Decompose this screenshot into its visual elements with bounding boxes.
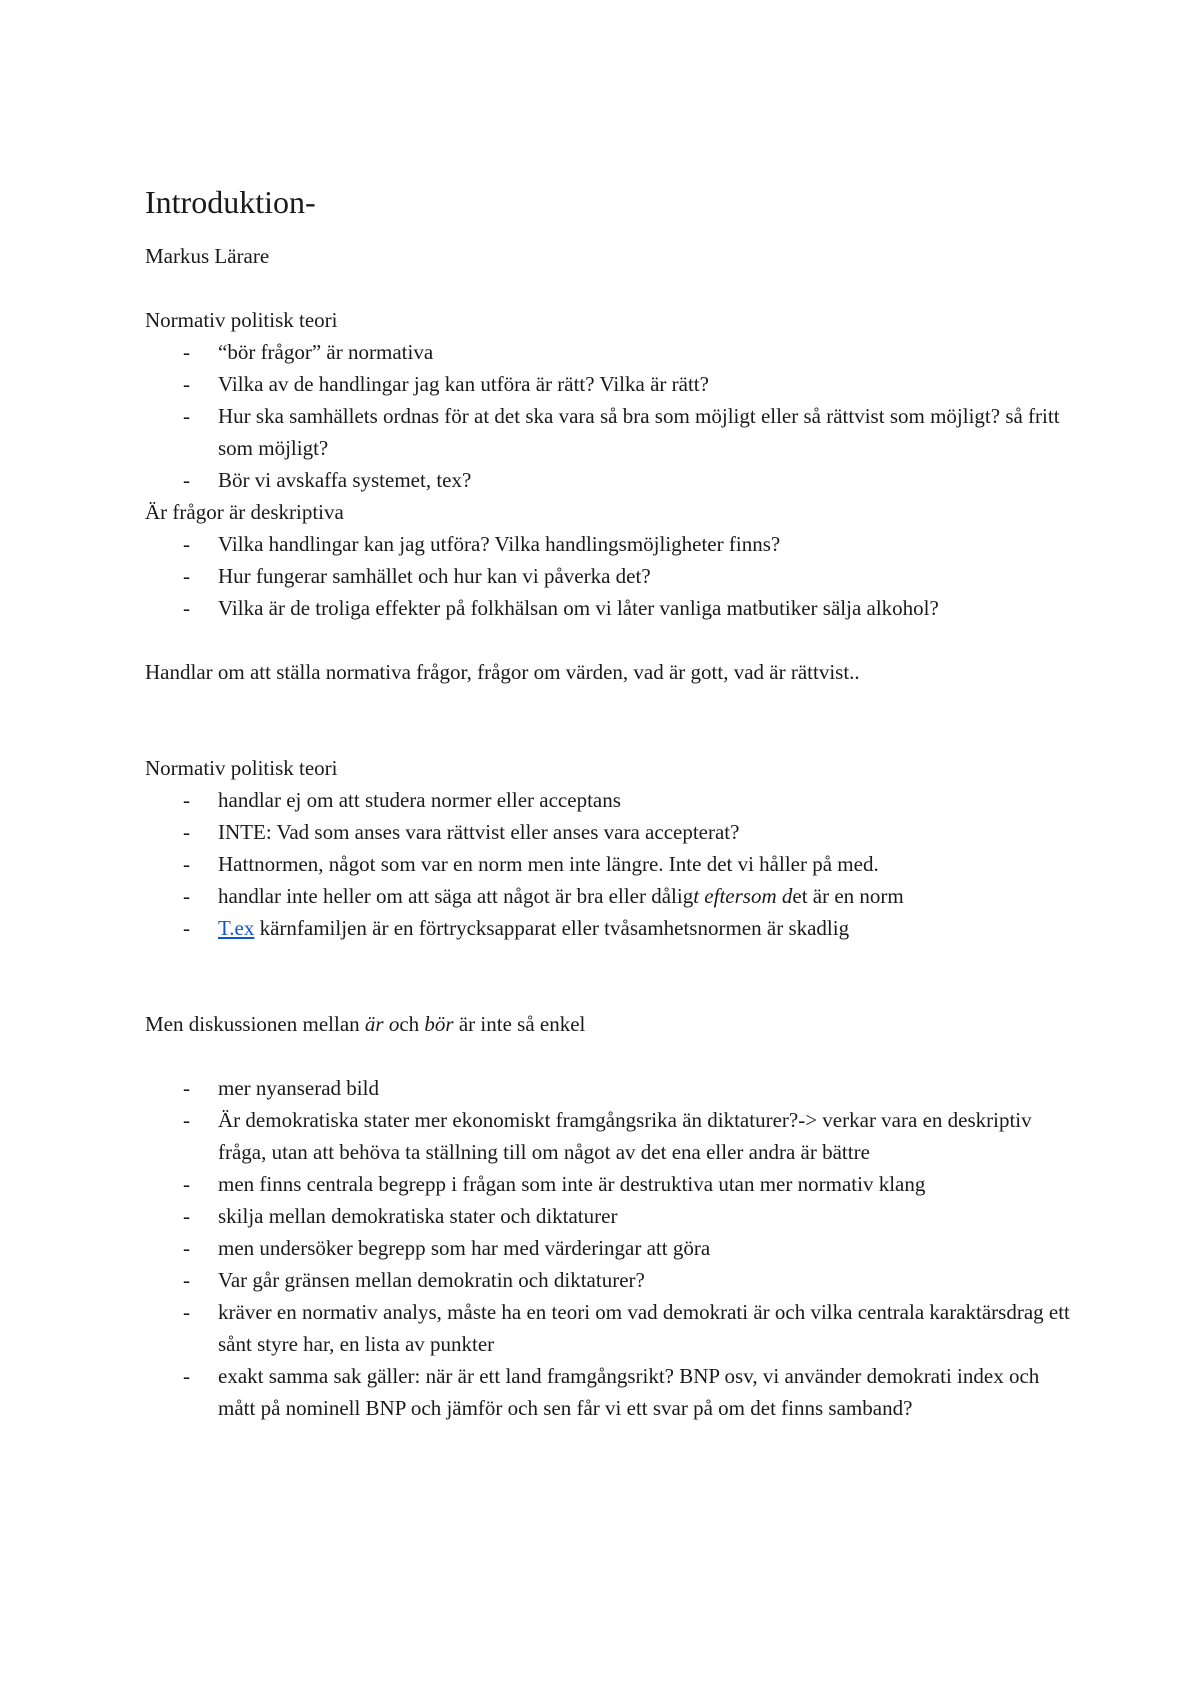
list-item — [145, 368, 1075, 400]
text-run-italic: är o — [364, 1012, 400, 1036]
list-item-text: Vilka av de handlingar jag kan utföra är rätt? Vilka är rätt? — [218, 372, 709, 396]
text-run: är inte så enkel — [453, 1012, 586, 1036]
dash-bullet: - — [183, 1108, 190, 1132]
text-run: ch — [399, 1012, 425, 1036]
list-item-text: Bör vi avskaffa systemet, tex? — [218, 468, 472, 492]
list-item — [145, 560, 1075, 592]
list-item — [145, 848, 1075, 880]
dash-bullet: - — [183, 1268, 190, 1292]
list-item — [145, 816, 1075, 848]
dash-bullet: - — [183, 1300, 190, 1324]
list-item-text: mer nyanserad bild — [218, 1076, 379, 1100]
list-item — [145, 1168, 1075, 1200]
dash-bullet: - — [183, 1172, 190, 1196]
list-item-text: exakt samma sak gäller: när är ett land framgångsrikt? BNP osv, vi använder demokrati index och mått på nominell BNP och jämför och sen får vi ett svar på om det finns samband? — [218, 1364, 1040, 1420]
list-item-text: kräver en normativ analys, måste ha en teori om vad demokrati är och vilka centrala karaktärsdrag ett sånt styre har, en lista av punkter — [218, 1300, 1070, 1356]
list-item — [145, 1104, 1075, 1168]
deskriptiva-list — [145, 528, 1075, 624]
paragraph-normativa-fragor: Handlar om att ställa normativa frågor, frågor om värden, vad är gott, vad är rättvist.. — [145, 660, 860, 684]
list-item-text-pre: handlar inte heller om att säga att något är bra eller dålig — [218, 884, 694, 908]
list-item-text: Hur fungerar samhället och hur kan vi påverka det? — [218, 564, 651, 588]
list-item-text-italic: t eftersom d — [693, 884, 793, 908]
dash-bullet: - — [183, 372, 190, 396]
text-run-italic: bör — [424, 1012, 454, 1036]
dash-bullet: - — [183, 852, 190, 876]
list-item — [145, 784, 1075, 816]
list-item — [145, 1200, 1075, 1232]
list-item — [145, 1232, 1075, 1264]
t-ex-link[interactable]: T.ex — [218, 916, 255, 940]
list-item-text: Är demokratiska stater mer ekonomiskt framgångsrika än diktaturer?-> verkar vara en deskriptiv fråga, utan att behöva ta ställning till om något av det ena eller andra är bättre — [218, 1108, 1032, 1164]
normativ-list-2 — [145, 784, 1075, 944]
list-item-text: Hur ska samhällets ordnas för at det ska vara så bra som möjligt eller så rättvist som möjligt? så fritt som möjligt? — [218, 404, 1060, 460]
dash-bullet: - — [183, 1076, 190, 1100]
dash-bullet: - — [183, 916, 190, 940]
dash-bullet: - — [183, 532, 190, 556]
section-heading-normativ-2: Normativ politisk teori — [145, 756, 338, 780]
list-item-text-post: et är en norm — [792, 884, 904, 908]
section-heading-normativ: Normativ politisk teori — [145, 308, 338, 332]
normativ-list — [145, 336, 1075, 496]
dash-bullet: - — [183, 564, 190, 588]
list-item-text: Vilka är de troliga effekter på folkhälsan om vi låter vanliga matbutiker sälja alkohol? — [218, 596, 939, 620]
list-item — [145, 336, 1075, 368]
list-item-text: Hattnormen, något som var en norm men inte längre. Inte det vi håller på med. — [218, 852, 879, 876]
nyanserad-list — [145, 1072, 1075, 1424]
list-item — [145, 1296, 1075, 1360]
dash-bullet: - — [183, 1236, 190, 1260]
paragraph-men-diskussionen — [145, 1008, 1075, 1040]
list-item — [145, 1264, 1075, 1296]
list-item-text: handlar ej om att studera normer eller acceptans — [218, 788, 621, 812]
dash-bullet: - — [183, 788, 190, 812]
text-run: Men diskussionen mellan — [145, 1012, 365, 1036]
list-item — [145, 528, 1075, 560]
list-item — [145, 912, 1075, 944]
dash-bullet: - — [183, 404, 190, 428]
document-title: Introduktion- — [145, 184, 316, 220]
list-item — [145, 1072, 1075, 1104]
list-item-text: skilja mellan demokratiska stater och diktaturer — [218, 1204, 618, 1228]
list-item — [145, 400, 1075, 464]
dash-bullet: - — [183, 340, 190, 364]
list-item-text: INTE: Vad som anses vara rättvist eller anses vara accepterat? — [218, 820, 740, 844]
list-item — [145, 464, 1075, 496]
author-line: Markus Lärare — [145, 244, 270, 268]
list-item — [145, 592, 1075, 624]
dash-bullet: - — [183, 820, 190, 844]
list-item — [145, 1360, 1075, 1424]
section-heading-deskriptiva: Är frågor är deskriptiva — [145, 500, 344, 524]
list-item-text: men finns centrala begrepp i frågan som inte är destruktiva utan mer normativ klang — [218, 1172, 926, 1196]
dash-bullet: - — [183, 1204, 190, 1228]
list-item — [145, 880, 1075, 912]
document-body — [145, 178, 1075, 1424]
dash-bullet: - — [183, 1364, 190, 1388]
list-item-text: “bör frågor” är normativa — [218, 340, 434, 364]
list-item-text: men undersöker begrepp som har med värderingar att göra — [218, 1236, 711, 1260]
list-item-text: Vilka handlingar kan jag utföra? Vilka handlingsmöjligheter finns? — [218, 532, 781, 556]
list-item-text: Var går gränsen mellan demokratin och diktaturer? — [218, 1268, 645, 1292]
list-item-text: kärnfamiljen är en förtrycksapparat eller tvåsamhetsnormen är skadlig — [254, 916, 850, 940]
dash-bullet: - — [183, 468, 190, 492]
dash-bullet: - — [183, 884, 190, 908]
dash-bullet: - — [183, 596, 190, 620]
